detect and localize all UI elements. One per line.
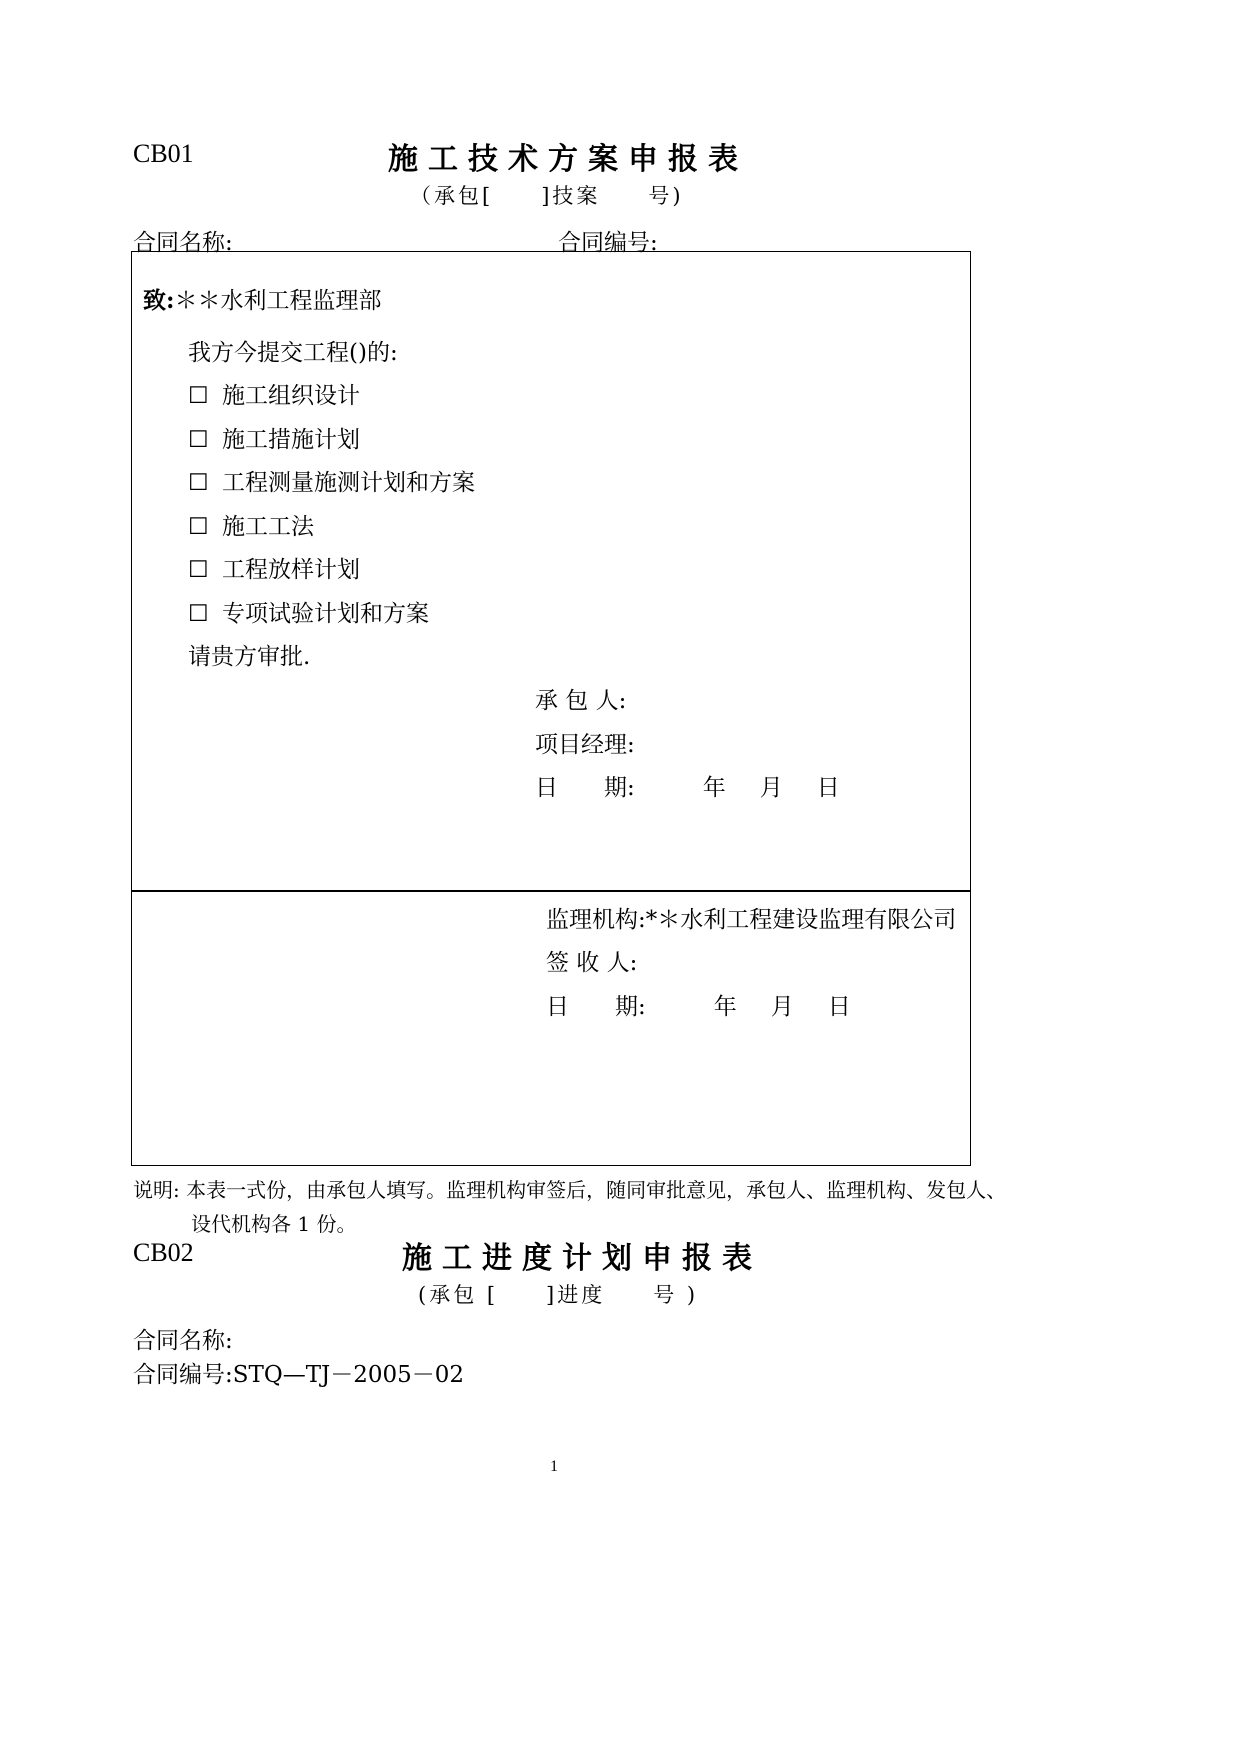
form2-contract-no-line xyxy=(133,1356,464,1389)
form-title: 施工技术方案申报表 xyxy=(388,142,748,177)
form2-contract-no-label: 合同编号: xyxy=(133,1362,233,1388)
checkbox-item[interactable] xyxy=(188,595,429,628)
intro-text: 我方今提交工程()的: xyxy=(188,340,398,366)
form-subtitle: （承包[ ]技案 号) xyxy=(410,184,684,208)
month-label: 月 xyxy=(759,775,783,801)
form2-title: 施工进度计划申报表 xyxy=(402,1241,762,1276)
form2-code: CB02 xyxy=(133,1238,194,1267)
checkbox-item[interactable] xyxy=(188,377,360,410)
checkbox-icon[interactable]: ☐ xyxy=(188,514,209,540)
supervisor-line xyxy=(546,901,956,934)
contractor-label: 承 包 人: xyxy=(535,688,627,714)
month-label: 月 xyxy=(770,994,794,1020)
checkbox-item[interactable] xyxy=(188,508,314,541)
date-label: 日 期: xyxy=(535,775,635,801)
checkbox-item[interactable] xyxy=(188,421,360,454)
day-label: 日 xyxy=(827,994,851,1020)
checkbox-label: 施工措施计划 xyxy=(222,427,360,453)
checkbox-label: 工程放样计划 xyxy=(222,557,360,583)
checkbox-label: 工程测量施测计划和方案 xyxy=(222,470,475,496)
checkbox-icon[interactable]: ☐ xyxy=(188,557,209,583)
checkbox-label: 专项试验计划和方案 xyxy=(222,601,429,627)
contract-no-label: 合同编号: xyxy=(558,230,658,256)
supervisor-value: *＊水利工程建设监理有限公司 xyxy=(645,907,957,933)
contractor-section xyxy=(131,251,971,892)
form2-contract-name-label: 合同名称: xyxy=(133,1328,233,1354)
note-line-2: 设代机构各 1 份。 xyxy=(191,1212,357,1236)
supervisor-label: 监理机构: xyxy=(546,907,646,933)
page-number: 1 xyxy=(550,1458,558,1475)
date-line xyxy=(535,769,840,802)
date2-line xyxy=(546,988,851,1021)
project-manager-label: 项目经理: xyxy=(535,732,635,758)
day-label: 日 xyxy=(816,775,840,801)
year-label: 年 xyxy=(702,775,726,801)
request-text: 请贵方审批. xyxy=(188,644,311,670)
receiver-label: 签 收 人: xyxy=(546,950,638,976)
date2-label: 日 期: xyxy=(546,994,646,1020)
form2-subtitle: (承包 [ ]进度 号 ) xyxy=(418,1283,699,1307)
note-line-1: 说明: 本表一式份，由承包人填写。监理机构审签后，随同审批意见，承包人、监理机构、发包人、 xyxy=(133,1178,1007,1202)
checkbox-label: 施工工法 xyxy=(222,514,314,540)
contract-name-label: 合同名称: xyxy=(133,230,233,256)
checkbox-item[interactable] xyxy=(188,464,475,497)
checkbox-icon[interactable]: ☐ xyxy=(188,427,209,453)
recipient-line xyxy=(143,282,382,315)
form2-contract-no-value: STQ—TJ－2005－02 xyxy=(232,1362,465,1388)
checkbox-icon[interactable]: ☐ xyxy=(188,470,209,496)
checkbox-icon[interactable]: ☐ xyxy=(188,383,209,409)
checkbox-item[interactable] xyxy=(188,551,360,584)
checkbox-icon[interactable]: ☐ xyxy=(188,601,209,627)
form-code: CB01 xyxy=(133,139,194,168)
supervisor-section xyxy=(131,890,971,1166)
year-label: 年 xyxy=(713,994,737,1020)
recipient-name: ＊＊水利工程监理部 xyxy=(174,288,382,314)
recipient-prefix: 致: xyxy=(143,287,175,314)
checkbox-label: 施工组织设计 xyxy=(222,383,360,409)
